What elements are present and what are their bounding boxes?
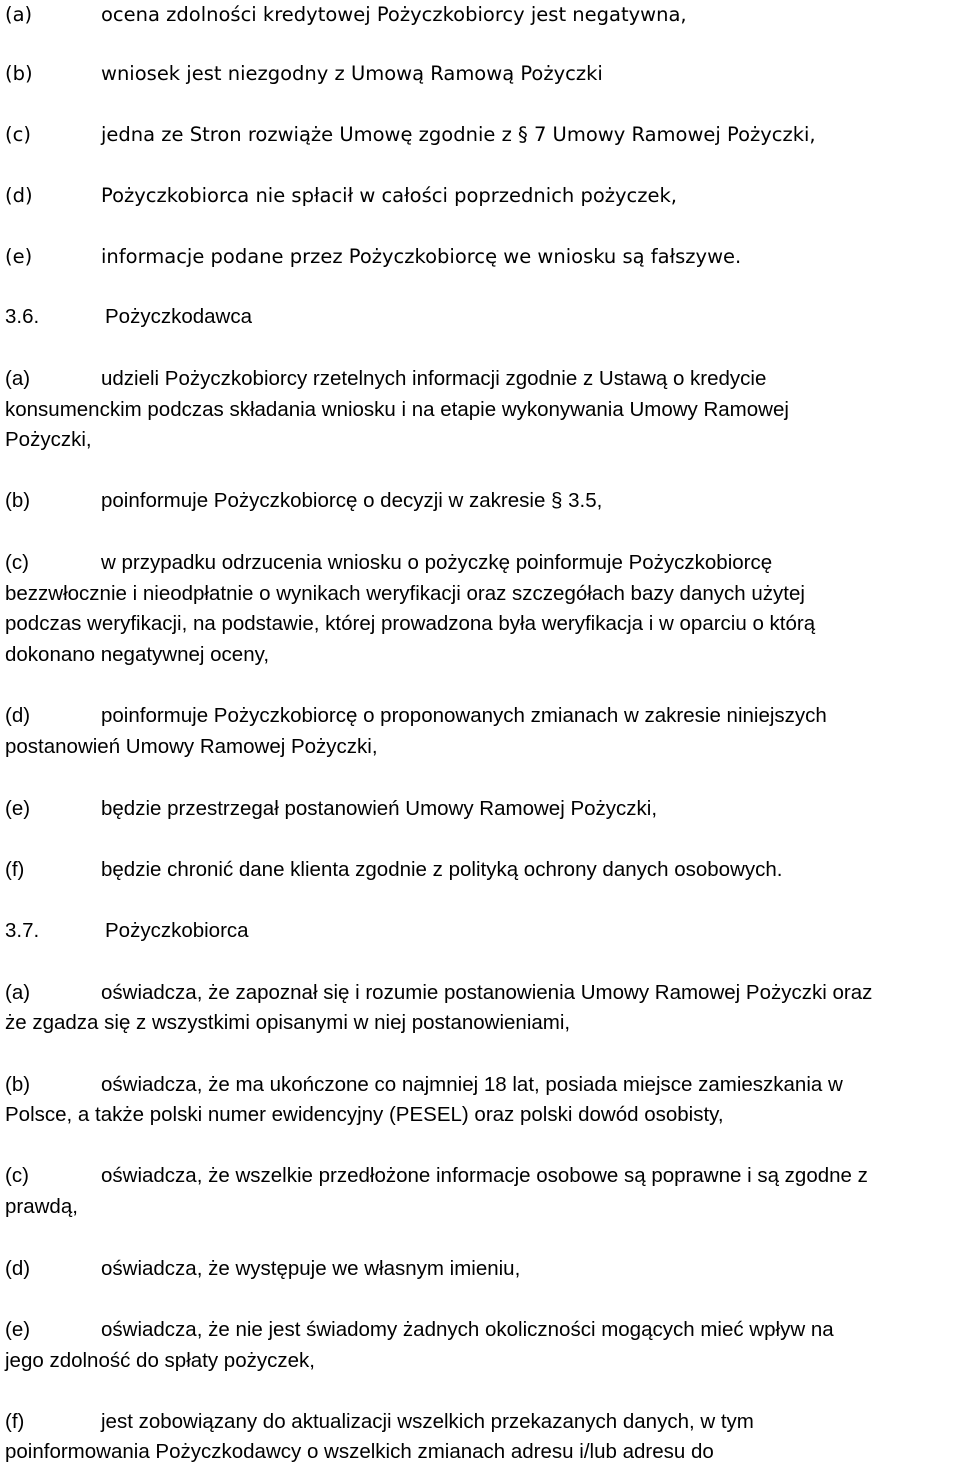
item-label: (e) <box>5 245 33 268</box>
item-label: (a) <box>5 3 33 26</box>
list-item <box>5 242 742 272</box>
section-number: 3.6. <box>5 305 40 328</box>
list-item <box>5 1161 868 1191</box>
item-text: oświadcza, że zapoznał się i rozumie postanowienia Umowy Ramowej Pożyczki oraz <box>101 981 873 1004</box>
item-text: poinformuje Pożyczkobiorcę o decyzji w zakresie § 3.5, <box>101 489 603 512</box>
list-item <box>5 855 783 885</box>
item-continuation: konsumenckim podczas składania wniosku i na etapie wykonywania Umowy Ramowej <box>5 398 789 421</box>
list-item <box>5 0 687 30</box>
item-text: jest zobowiązany do aktualizacji wszelkich przekazanych danych, w tym <box>101 1410 754 1433</box>
item-text: w przypadku odrzucenia wniosku o pożyczkę poinformuje Pożyczkobiorcę <box>101 551 773 574</box>
list-item <box>5 181 678 211</box>
section-title: Pożyczkodawca <box>105 305 252 328</box>
item-text: jedna ze Stron rozwiąże Umowę zgodnie z § 7 Umowy Ramowej Pożyczki, <box>101 123 816 146</box>
item-text: informacje podane przez Pożyczkobiorcę we wniosku są fałszywe. <box>101 245 742 268</box>
item-label: (f) <box>5 1410 25 1433</box>
item-continuation: podczas weryfikacji, na podstawie, której prowadzona była weryfikacja i w oparciu o którą <box>5 612 816 635</box>
item-continuation: prawdą, <box>5 1195 78 1218</box>
item-text: będzie chronić dane klienta zgodnie z polityką ochrony danych osobowych. <box>101 858 783 881</box>
item-label: (e) <box>5 1318 31 1341</box>
item-text: wniosek jest niezgodny z Umową Ramową Pożyczki <box>101 62 603 85</box>
list-item <box>5 548 773 578</box>
item-text: oświadcza, że wszelkie przedłożone informacje osobowe są poprawne i są zgodne z <box>101 1164 868 1187</box>
item-continuation: postanowień Umowy Ramowej Pożyczki, <box>5 735 378 758</box>
item-text: Pożyczkobiorca nie spłacił w całości poprzednich pożyczek, <box>101 184 678 207</box>
item-label: (d) <box>5 1257 31 1280</box>
item-text: udzieli Pożyczkobiorcy rzetelnych informacji zgodnie z Ustawą o kredycie <box>101 367 767 390</box>
list-item <box>5 794 658 824</box>
item-text: oświadcza, że występuje we własnym imieniu, <box>101 1257 521 1280</box>
item-label: (d) <box>5 184 33 207</box>
item-label: (a) <box>5 367 31 390</box>
item-text: będzie przestrzegał postanowień Umowy Ramowej Pożyczki, <box>101 797 658 820</box>
item-label: (c) <box>5 1164 29 1187</box>
item-text: ocena zdolności kredytowej Pożyczkobiorcy jest negatywna, <box>101 3 687 26</box>
item-continuation: poinformowania Pożyczkodawcy o wszelkich zmianach adresu i/lub adresu do <box>5 1440 714 1463</box>
list-item <box>5 1407 754 1437</box>
list-item <box>5 1254 521 1284</box>
item-label: (b) <box>5 1073 31 1096</box>
section-title: Pożyczkobiorca <box>105 919 249 942</box>
section-number: 3.7. <box>5 919 40 942</box>
item-label: (e) <box>5 797 31 820</box>
item-label: (b) <box>5 62 33 85</box>
item-label: (f) <box>5 858 25 881</box>
item-text: oświadcza, że ma ukończone co najmniej 18 lat, posiada miejsce zamieszkania w <box>101 1073 843 1096</box>
item-continuation: dokonano negatywnej oceny, <box>5 643 270 666</box>
list-item <box>5 364 767 394</box>
item-continuation: jego zdolność do spłaty pożyczek, <box>5 1349 315 1372</box>
item-label: (b) <box>5 489 31 512</box>
item-label: (c) <box>5 123 31 146</box>
item-text: oświadcza, że nie jest świadomy żadnych okoliczności mogących mieć wpływ na <box>101 1318 834 1341</box>
list-item <box>5 978 873 1008</box>
list-item <box>5 486 603 516</box>
list-item <box>5 1315 834 1345</box>
item-label: (c) <box>5 551 29 574</box>
item-continuation: bezzwłocznie i nieodpłatnie o wynikach weryfikacji oraz szczegółach bazy danych użytej <box>5 582 805 605</box>
list-item <box>5 1070 843 1100</box>
item-continuation: Pożyczki, <box>5 428 92 451</box>
item-label: (a) <box>5 981 31 1004</box>
list-item <box>5 59 603 89</box>
item-continuation: że zgadza się z wszystkimi opisanymi w niej postanowieniami, <box>5 1011 571 1034</box>
section-heading <box>5 302 252 332</box>
list-item <box>5 701 827 731</box>
item-text: poinformuje Pożyczkobiorcę o proponowanych zmianach w zakresie niniejszych <box>101 704 827 727</box>
section-heading <box>5 916 249 946</box>
item-continuation: Polsce, a także polski numer ewidencyjny (PESEL) oraz polski dowód osobisty, <box>5 1103 724 1126</box>
list-item <box>5 120 816 150</box>
item-label: (d) <box>5 704 31 727</box>
